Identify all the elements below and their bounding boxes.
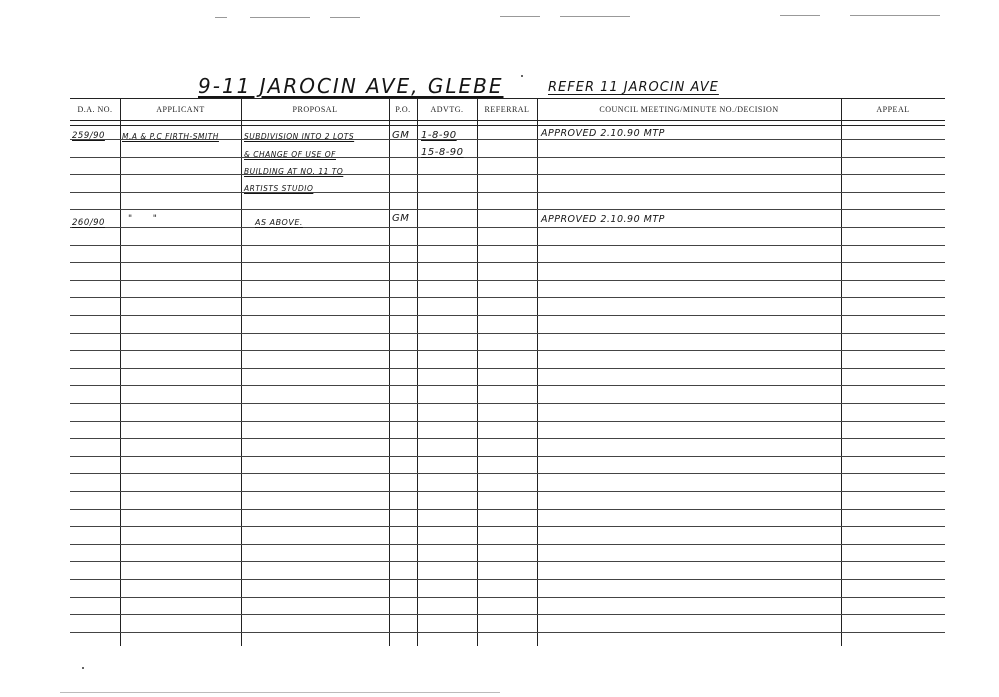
ruled-line	[70, 385, 945, 386]
entry-decision: APPROVED 2.10.90 MTP	[541, 128, 665, 139]
ruled-line	[70, 526, 945, 527]
column-header-decision: COUNCIL MEETING/MINUTE NO./DECISION	[599, 105, 779, 114]
column-divider	[537, 98, 538, 646]
entry-proposal-line: SUBDIVISION INTO 2 LOTS	[244, 132, 355, 141]
ruled-line	[70, 120, 945, 121]
entry-po: GM	[392, 130, 410, 141]
scan-mark	[250, 17, 310, 18]
column-divider	[120, 98, 121, 646]
ruled-line	[70, 632, 945, 633]
ruled-line	[70, 456, 945, 457]
ruled-line	[70, 403, 945, 404]
ruled-line	[70, 438, 945, 439]
column-header-proposal: PROPOSAL	[292, 105, 338, 114]
ruled-line	[70, 544, 945, 545]
column-divider	[841, 98, 842, 646]
entry-advtg-date: 15-8-90	[421, 147, 464, 158]
entry-applicant: M.A & P.C FIRTH-SMITH	[122, 132, 219, 141]
scan-mark	[850, 15, 940, 16]
column-header-applicant: APPLICANT	[156, 105, 205, 114]
column-divider	[477, 98, 478, 646]
ruled-line	[70, 297, 945, 298]
entry-da-no: 260/90	[72, 218, 105, 228]
entry-po: GM	[392, 213, 410, 224]
ruled-line	[70, 262, 945, 263]
ruled-line	[70, 280, 945, 281]
ink-dot	[521, 75, 523, 77]
entry-proposal-line: & CHANGE OF USE OF	[244, 150, 336, 159]
scan-mark	[330, 17, 360, 18]
ruled-line	[70, 98, 945, 99]
ruled-line	[70, 209, 945, 210]
ruled-line	[70, 333, 945, 334]
column-header-referral: REFERRAL	[484, 105, 530, 114]
scan-mark	[60, 692, 500, 693]
scan-mark	[500, 16, 540, 17]
entry-applicant-ditto: " "	[128, 214, 158, 224]
ruled-line	[70, 192, 945, 193]
entry-proposal-line: AS ABOVE.	[255, 218, 303, 227]
column-header-da-no: D.A. NO.	[77, 105, 113, 114]
ruled-line	[70, 473, 945, 474]
page-title: 9-11 JAROCIN AVE, GLEBE	[198, 74, 504, 98]
ruled-line	[70, 491, 945, 492]
scan-mark	[215, 17, 227, 18]
column-header-appeal: APPEAL	[876, 105, 910, 114]
ink-dot	[82, 667, 84, 669]
column-divider	[241, 98, 242, 646]
ruled-line	[70, 579, 945, 580]
column-header-advtg: ADVTG.	[430, 105, 464, 114]
reference-note: REFER 11 JAROCIN AVE	[548, 80, 719, 95]
entry-proposal-line: ARTISTS STUDIO	[244, 184, 314, 193]
entry-da-no: 259/90	[72, 131, 105, 141]
scan-mark	[560, 16, 630, 17]
scan-mark	[780, 15, 820, 16]
ruled-line	[70, 350, 945, 351]
ruled-line	[70, 509, 945, 510]
entry-decision: APPROVED 2.10.90 MTP	[541, 214, 665, 225]
ruled-line	[70, 597, 945, 598]
ruled-line	[70, 227, 945, 228]
ruled-line	[70, 368, 945, 369]
entry-advtg-date: 1-8-90	[421, 130, 457, 141]
column-divider	[389, 98, 390, 646]
column-header-po: P.O.	[395, 105, 411, 114]
ruled-line	[70, 315, 945, 316]
register-grid	[70, 98, 945, 646]
ruled-line	[70, 125, 945, 126]
ruled-line	[70, 157, 945, 158]
ruled-line	[70, 614, 945, 615]
entry-proposal-line: BUILDING AT NO. 11 TO	[244, 167, 344, 176]
ruled-line	[70, 561, 945, 562]
ruled-line	[70, 421, 945, 422]
ruled-line	[70, 245, 945, 246]
ruled-line	[70, 174, 945, 175]
column-divider	[417, 98, 418, 646]
